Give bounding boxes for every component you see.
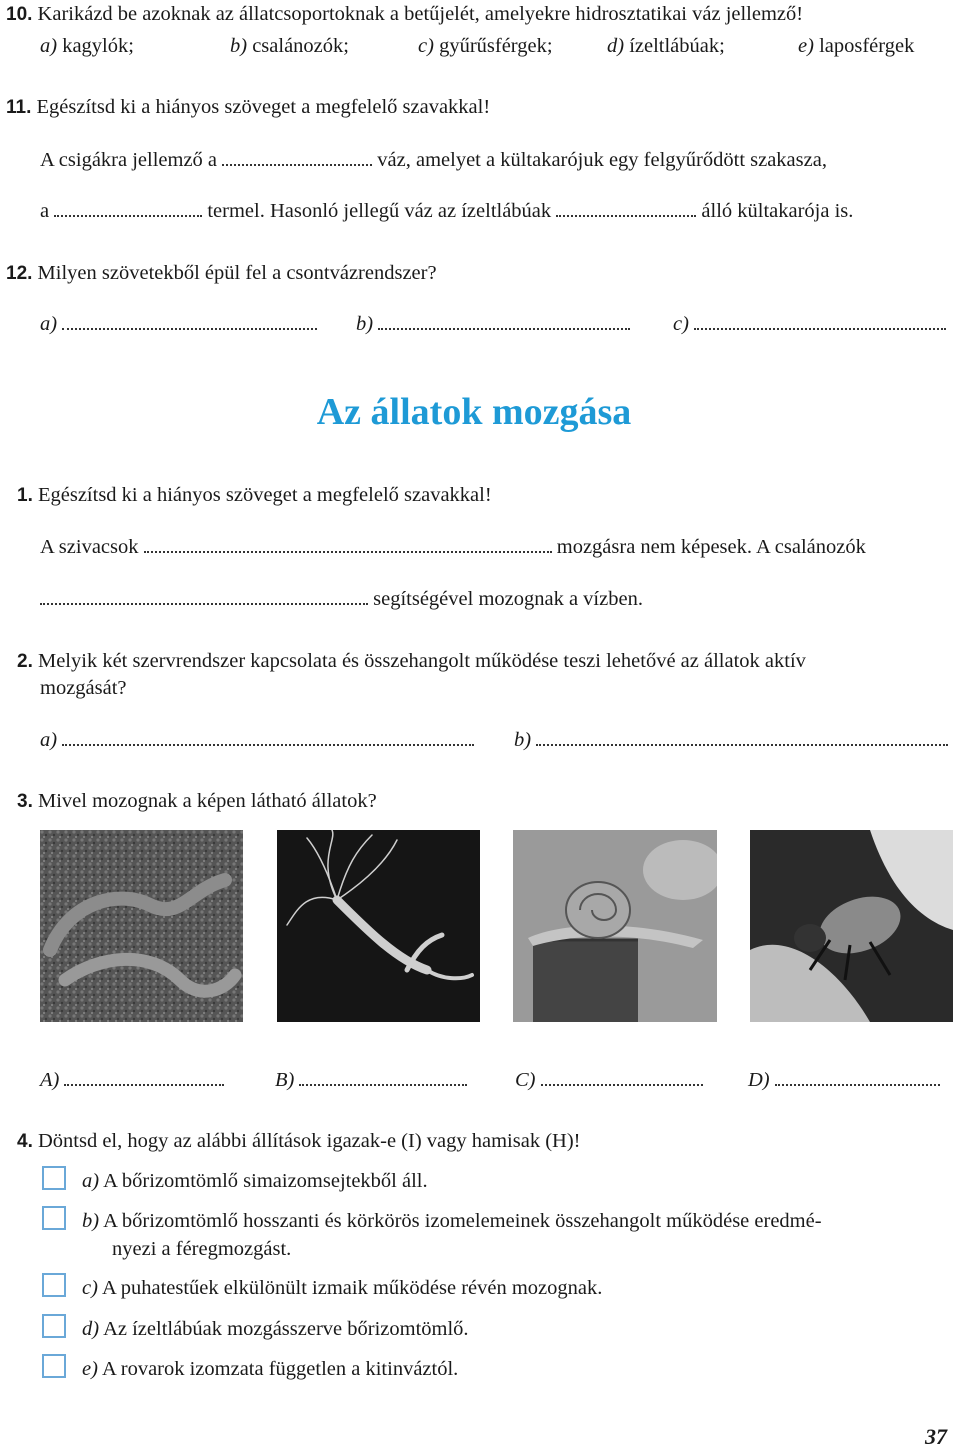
page-number: 37: [925, 1424, 947, 1449]
blank-field[interactable]: [222, 150, 372, 166]
text-fragment: termel. Hasonló jellegű váz az ízeltlábúak: [207, 200, 552, 222]
statement-a: [82, 1170, 428, 1193]
option-text: laposférgek: [819, 35, 915, 57]
fill-line: [40, 536, 866, 559]
question-3: [6, 790, 377, 813]
option-label: a): [40, 35, 58, 57]
blank-field[interactable]: [378, 314, 630, 330]
hydra-photo: [277, 830, 480, 1022]
question-text: Egészítsd ki a hiányos szöveget a megfelelő szavakkal!: [36, 96, 491, 118]
true-false-checkbox-d[interactable]: [42, 1314, 66, 1338]
blank-field[interactable]: [541, 1070, 703, 1086]
question-number: 2.: [17, 651, 33, 672]
answer-label: A): [40, 1069, 60, 1091]
option-text: csalánozók;: [252, 35, 349, 57]
question-number: 3.: [17, 791, 33, 812]
answer-label: a): [40, 729, 58, 751]
text-fragment: váz, amelyet a kültakarójuk egy felgyűrődött szakasza,: [377, 149, 827, 171]
statement-text: Az ízeltlábúak mozgásszerve bőrizomtömlő.: [103, 1318, 469, 1340]
statement-label: d): [82, 1318, 100, 1340]
fill-line: [40, 200, 853, 223]
option-label: b): [230, 35, 248, 57]
answer-label: b): [356, 313, 374, 335]
question-11: [6, 96, 490, 119]
question-text-cont: mozgását?: [40, 677, 127, 699]
answer-b: [514, 729, 948, 752]
blank-field[interactable]: [536, 730, 948, 746]
statement-c: [82, 1277, 602, 1300]
text-fragment: segítségével mozognak a vízben.: [373, 588, 643, 610]
fill-line: [40, 149, 827, 172]
option-text: gyűrűsférgek;: [439, 35, 553, 57]
answer-label: c): [673, 313, 689, 335]
option-e[interactable]: [798, 35, 914, 58]
question-number: 4.: [17, 1131, 33, 1152]
question-number: 10.: [6, 4, 33, 25]
statement-e: [82, 1358, 458, 1381]
blank-field[interactable]: [144, 537, 552, 553]
question-text: Mivel mozognak a képen látható állatok?: [37, 790, 377, 812]
blank-field[interactable]: [299, 1070, 467, 1086]
blank-field[interactable]: [54, 201, 202, 217]
blank-field[interactable]: [775, 1070, 940, 1086]
photo-answer-B: [275, 1069, 467, 1092]
question-4: [6, 1130, 580, 1153]
option-b[interactable]: [230, 35, 349, 58]
section-title: Az állatok mozgása: [316, 391, 632, 433]
statement-label: c): [82, 1277, 98, 1299]
blank-field[interactable]: [62, 730, 474, 746]
option-label: c): [418, 35, 434, 57]
answer-label: a): [40, 313, 58, 335]
option-a[interactable]: [40, 35, 134, 58]
question-text: Karikázd be azoknak az állatcsoportoknak a betűjelét, amelyekre hidrosztatikai váz jellemző!: [37, 3, 804, 25]
photo-answer-C: [515, 1069, 703, 1092]
question-number: 12.: [6, 263, 33, 284]
blank-field[interactable]: [62, 314, 317, 330]
hydra-image: [277, 830, 480, 1022]
question-text: Melyik két szervrendszer kapcsolata és összehangolt működése teszi lehetővé az állatok aktív: [37, 650, 806, 672]
statement-label: a): [82, 1170, 100, 1192]
beetle-photo: [750, 830, 953, 1022]
earthworm-image: [40, 830, 243, 1022]
snail-photo: [513, 830, 717, 1022]
photo-answer-D: [748, 1069, 940, 1092]
statement-text: A rovarok izomzata független a kitinváztól.: [101, 1358, 459, 1380]
answer-c: [673, 313, 946, 336]
true-false-checkbox-a[interactable]: [42, 1166, 66, 1190]
snail-image: [513, 830, 717, 1022]
true-false-checkbox-e[interactable]: [42, 1354, 66, 1378]
question-10: [6, 3, 803, 26]
answer-a: [40, 313, 317, 336]
photo-answer-A: [40, 1069, 224, 1092]
true-false-checkbox-c[interactable]: [42, 1273, 66, 1297]
earthworm-photo: [40, 830, 243, 1022]
question-number: 1.: [17, 485, 33, 506]
statement-d: [82, 1318, 469, 1341]
statement-text: A puhatestűek elkülönült izmaik működése révén mozognak.: [101, 1277, 603, 1299]
blank-field[interactable]: [40, 589, 368, 605]
option-c[interactable]: [418, 35, 553, 58]
beetle-image: [750, 830, 953, 1022]
text-fragment: A csigákra jellemző a: [40, 149, 218, 171]
text-fragment: a: [40, 200, 50, 222]
statement-label: b): [82, 1210, 100, 1232]
answer-b: [356, 313, 630, 336]
question-2: [6, 650, 806, 673]
option-text: kagylók;: [62, 35, 134, 57]
question-text: Döntsd el, hogy az alábbi állítások igazak-e (I) vagy hamisak (H)!: [37, 1130, 581, 1152]
question-text: Egészítsd ki a hiányos szöveget a megfelelő szavakkal!: [37, 484, 492, 506]
option-d[interactable]: [607, 35, 725, 58]
option-text: ízeltlábúak;: [629, 35, 725, 57]
question-text: Milyen szövetekből épül fel a csontvázrendszer?: [37, 262, 437, 284]
statement-text: A bőrizomtömlő hosszanti és körkörös izomelemeinek összehangolt működése eredmé-: [103, 1210, 822, 1232]
fill-line: [40, 588, 643, 611]
option-label: e): [798, 35, 814, 57]
blank-field[interactable]: [64, 1070, 224, 1086]
answer-label: b): [514, 729, 532, 751]
statement-label: e): [82, 1358, 98, 1380]
statement-b-cont: nyezi a féregmozgást.: [112, 1238, 292, 1260]
answer-label: B): [275, 1069, 295, 1091]
question-number: 11.: [6, 97, 32, 118]
blank-field[interactable]: [556, 201, 696, 217]
question-12: [6, 262, 437, 285]
statement-text: A bőrizomtömlő simaizomsejtekből áll.: [103, 1170, 428, 1192]
answer-a: [40, 729, 474, 752]
statement-b: [82, 1210, 822, 1233]
text-fragment: álló kültakarója is.: [701, 200, 854, 222]
true-false-checkbox-b[interactable]: [42, 1206, 66, 1230]
answer-label: C): [515, 1069, 536, 1091]
blank-field[interactable]: [694, 314, 946, 330]
question-1: [6, 484, 492, 507]
text-fragment: A szivacsok: [40, 536, 139, 558]
answer-label: D): [748, 1069, 770, 1091]
option-label: d): [607, 35, 625, 57]
text-fragment: mozgásra nem képesek. A csalánozók: [556, 536, 866, 558]
